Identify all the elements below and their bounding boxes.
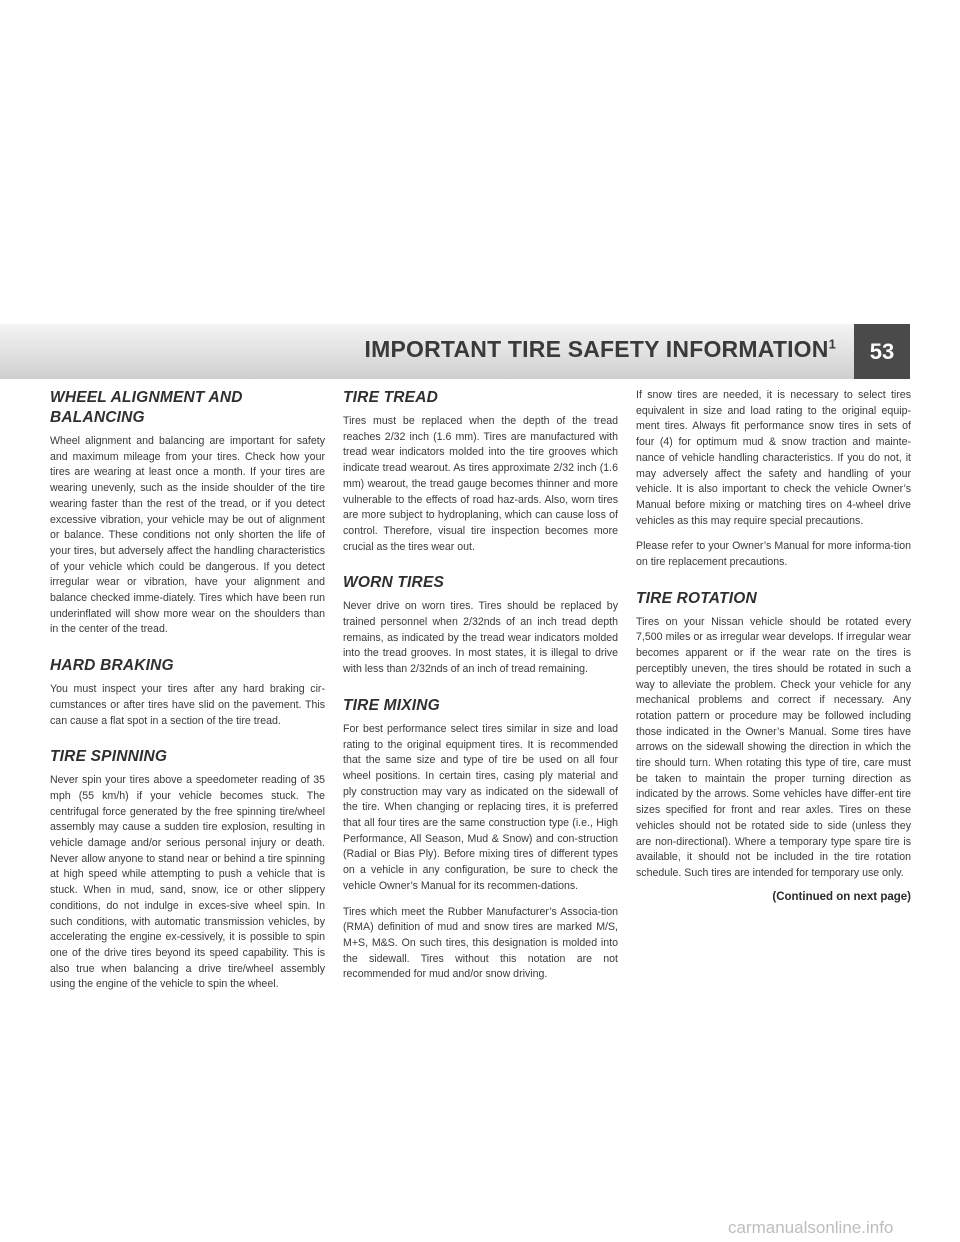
- section-body-tire-tread: Tires must be replaced when the depth of the tread reaches 2/32 inch (1.6 mm). Tires are manufactured with tread wear indicators molded into the tire grooves which indicate tread wearout. As tires approximate 2/32 inch (1.6 mm) wearout, the tread gauge becomes thinner and more vulnerable to the effects of road haz-ards. Also, worn tires are more subject to hydroplaning, which can cause loss of control. Therefore, visual tire inspection becomes more crucial as the tires wear out.: [343, 415, 618, 553]
- section-body-tire-rotation: Tires on your Nissan vehicle should be rotated every 7,500 miles or as irregular wear develops. If irregular wear becomes apparent or if the wear rate on the tires is perceptibly uneven, the tires should be rotated in such a way to alleviate the problem. Check your vehicle for any mechanical problems and correct if necessary. Any rotation pattern or procedure may be followed including those indicated in the Owner’s Manual. Some tires have arrows on the sidewall showing the direction in which the tire should turn. When rotating this type of tire, care must be taken to maintain the proper turning direction as indicated by the arrows. Some vehicles have differ-ent tire sizes specified for front and rear axles. Tires on these vehicles should not be rotated side to side (unless they are non-directional). Where a temporary type spare tire is available, it should not be included in the tire rotation schedule. Such tires are intended for temporary use only.: [636, 615, 911, 879]
- column-1: [50, 388, 325, 1003]
- section-heading-tire-mixing: TIRE MIXING: [343, 696, 440, 714]
- continued-note: (Continued on next page): [772, 890, 911, 903]
- column-2: [343, 388, 618, 993]
- section-body-tire-mixing-3: If snow tires are needed, it is necessary to select tires equivalent in size and load rating to the original equip-ment tires. Always fit performance snow tires in sets of four (4) for optimum mud & snow traction and mainte-nance of vehicle handling characteristics. If you do not, it may adversely affect the safety and handling of your vehicle. It is also important to check the vehicle Owner’s Manual before mixing or matching tires on 4-wheel drive vehicles as this may require special precautions.: [636, 389, 911, 527]
- section-body-hard-braking: You must inspect your tires after any hard braking cir-cumstances or after tires have slid on the pavement. This can cause a flat spot in a section of the tire tread.: [50, 683, 325, 727]
- section-body-tire-mixing-1: For best performance select tires similar in size and load rating to the original equipment tires. It is recommended that the same size and type of tire be used on all four wheel positions. In certain tires, casing ply material and ply construction may vary as indicated on the sidewall of the tire. When changing or replacing tires, it is preferred that all four tires are the same construction type (i.e., High Performance, All Season, Mud & Snow) and con-struction (Radial or Bias Ply). Before mixing tires of different types on a vehicle in any configuration, be sure to check the vehicle Owner’s Manual for its recommen-dations.: [343, 722, 618, 892]
- section-heading-tire-spinning: TIRE SPINNING: [50, 748, 168, 766]
- section-body-tire-spinning: Never spin your tires above a speedometer reading of 35 mph (55 km/h) if your vehicle becomes stuck. The centrifugal force generated by the free spinning tire/wheel assembly may cause a sudden tire explosion, resulting in vehicle damage and/or serious personal injury or death. Never allow anyone to stand near or behind a tire spinning at high speed while attempting to push a vehicle that is stuck. When in mud, sand, snow, ice or other slippery conditions, do not indulge in exces-sive wheel spin. In such conditions, with automatic transmission vehicles, by accelerating the engine ex-cessively, it is possible to spin one of the drive tires beyond its speed capability. This is also true when balancing a drive tire/wheel assembly using the engine of the vehicle to spin the wheel.: [50, 774, 325, 991]
- column-3: [636, 388, 911, 905]
- section-heading-worn-tires: WORN TIRES: [343, 574, 445, 592]
- section-body-worn-tires: Never drive on worn tires. Tires should be replaced by trained personnel when 2/32nds of an inch tread depth remains, as indicated by the tread wear indicators molded into the tread grooves. In most states, it is illegal to drive with less than 2/32nds of an inch of tread remaining.: [343, 600, 618, 676]
- section-heading-tire-tread: TIRE TREAD: [343, 389, 438, 406]
- section-heading-wheel-alignment: WHEEL ALIGNMENT AND BALANCING: [50, 389, 243, 426]
- section-body-tire-mixing-2: Tires which meet the Rubber Manufacturer’s Associa-tion (RMA) definition of mud and snow tires are marked M/S, M+S, M&S. On such tires, this designation is molded into the sidewall. Tires without this notation are not recommended for mud and/or snow driving.: [343, 905, 618, 981]
- page-title: IMPORTANT TIRE SAFETY INFORMATION$^1$: [364, 336, 836, 362]
- page-number: 53: [854, 324, 910, 379]
- footnote-marker: 1: [828, 336, 836, 352]
- section-heading-hard-braking: HARD BRAKING: [50, 657, 174, 675]
- section-body-tire-mixing-4: Please refer to your Owner’s Manual for more informa-tion on tire replacement precautions.: [636, 540, 911, 569]
- section-body-wheel-alignment: Wheel alignment and balancing are important for safety and maximum mileage from your tires. Check how your tires are wearing at least once a month. If your tires are wearing unevenly, such as the inside shoulder of the tire wearing faster than the rest of the tread, or if you detect excessive vibration, your vehicle may be out of alignment or balance. These conditions not only shorten the life of your tires, but adversely affect the handling characteristics of your vehicle which could be dangerous. If you detect irregular wear or vibration, have your alignment and balance checked imme-diately. Tires which have been run underinflated will show more wear on the shoulders than in the center of the tread.: [50, 435, 325, 636]
- section-heading-tire-rotation: TIRE ROTATION: [636, 589, 757, 607]
- watermark: carmanualsonline.info: [728, 1218, 894, 1237]
